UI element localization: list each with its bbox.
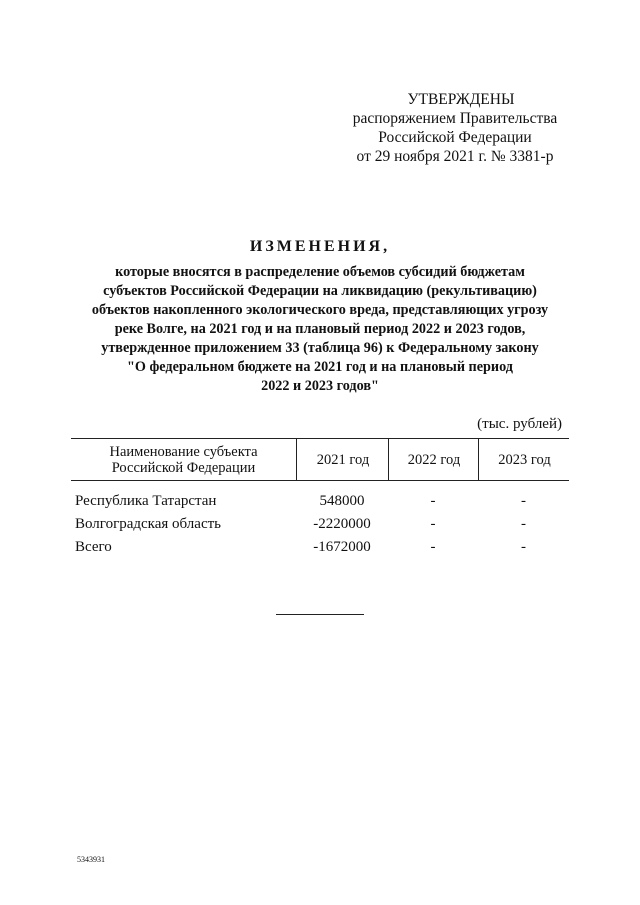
allocation-table (71, 438, 569, 562)
cell-2023: - (521, 516, 526, 532)
approval-line: распоряжением Правительства (352, 110, 558, 127)
cell-2022: - (430, 516, 436, 532)
cell-2022: - (430, 493, 436, 509)
document-heading: ИЗМЕНЕНИЯ, (249, 238, 391, 255)
header-region-line: Российской Федерации (111, 459, 256, 476)
header-2021: 2021 год (296, 439, 389, 480)
approval-date: от 29 ноября 2021 г. № 3381-р (356, 148, 554, 165)
header-2022: 2022 год (388, 439, 479, 480)
subtitle-line: 2022 и 2023 годов" (261, 378, 379, 394)
subtitle-line: объектов накопленного экологического вреда, представляющих угрозу (91, 302, 549, 318)
table-row (71, 516, 569, 539)
subtitle-line: реке Волге, на 2021 год и на плановый период 2022 и 2023 годов, (114, 321, 526, 337)
approval-block (300, 90, 610, 166)
document-subtitle (20, 263, 620, 396)
document-number: 5343931 (77, 855, 105, 864)
subtitle-line: которые вносятся в распределение объемов субсидий бюджетам (115, 264, 525, 280)
units-note: (тыс. рублей) (477, 416, 562, 432)
cell-2021: -2220000 (313, 516, 371, 532)
subtitle-line: "О федеральном бюджете на 2021 год и на плановый период (127, 359, 513, 375)
table-row (71, 493, 569, 516)
header-region (71, 439, 296, 480)
header-2023: 2023 год (478, 439, 570, 480)
cell-region: Всего (75, 539, 112, 555)
cell-region: Республика Татарстан (75, 493, 217, 509)
subtitle-line: утвержденное приложением 33 (таблица 96) к Федеральному закону (101, 340, 539, 356)
cell-2021: -1672000 (313, 539, 371, 555)
approval-title: УТВЕРЖДЕНЫ (407, 91, 515, 108)
cell-2022: - (430, 539, 436, 555)
cell-region: Волгоградская область (75, 516, 221, 532)
subtitle-line: субъектов Российской Федерации на ликвидацию (рекультивацию) (103, 283, 537, 299)
table-body (71, 493, 569, 562)
closing-rule (276, 614, 364, 615)
table-header (71, 438, 569, 481)
cell-2023: - (521, 493, 526, 509)
approval-line: Российской Федерации (378, 129, 532, 146)
header-region-line: Наименование субъекта (109, 443, 258, 460)
table-row-total (71, 539, 569, 562)
cell-2023: - (521, 539, 526, 555)
cell-2021: 548000 (319, 493, 365, 509)
